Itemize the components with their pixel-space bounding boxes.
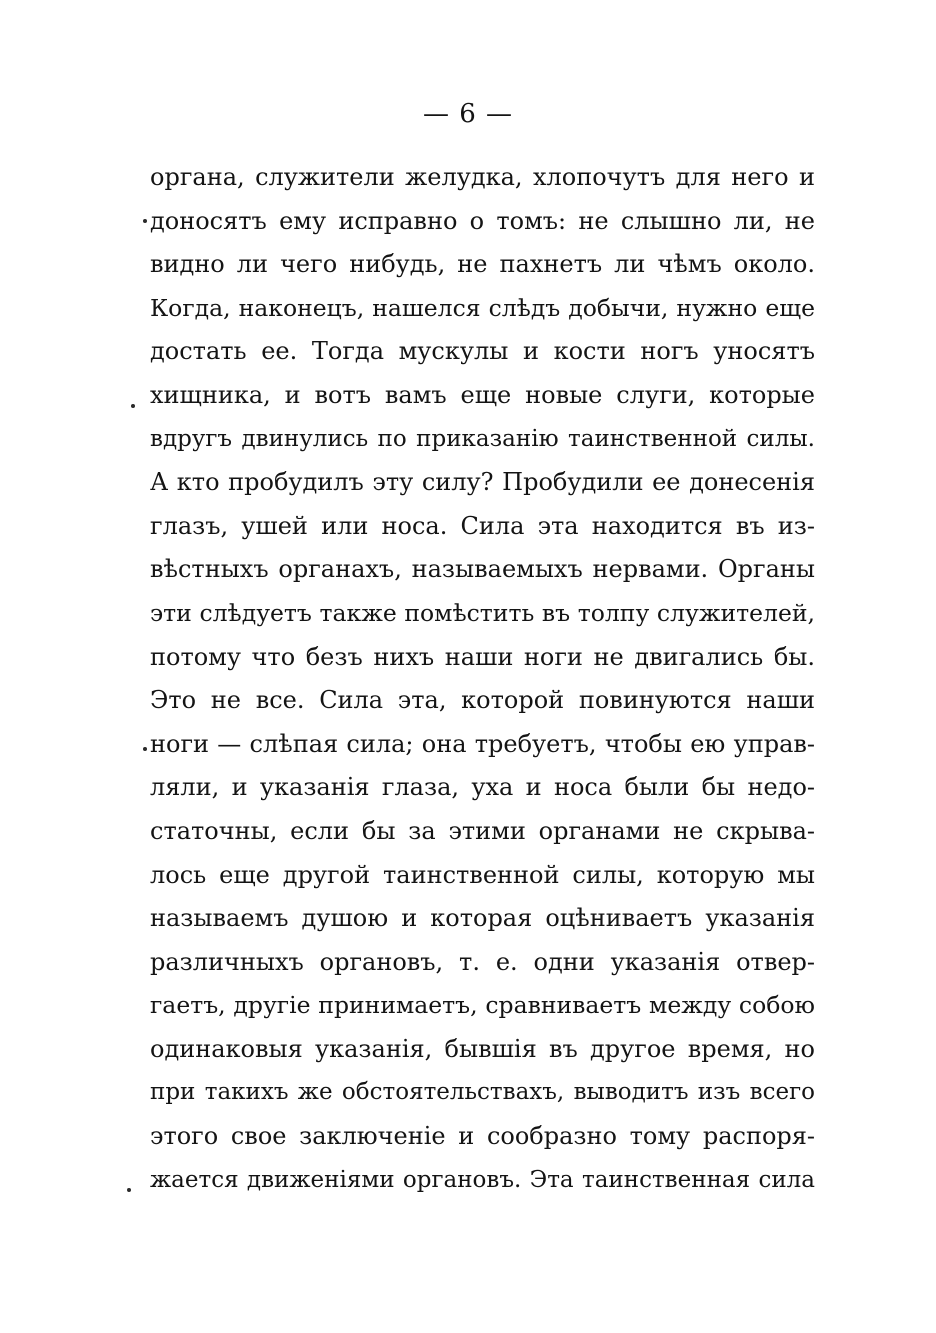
text-line: одинаковыя указанія, бывшія въ другое время, но (150, 1034, 815, 1063)
text-line: вѣстныхъ органахъ, называемыхъ нервами. Органы (150, 555, 815, 584)
scan-speck (143, 219, 147, 223)
scan-speck (127, 1188, 131, 1192)
text-line: органа, служители желудка, хлопочутъ для него и (150, 163, 815, 191)
text-line: глазъ, ушей или носа. Сила эта находится въ из- (150, 511, 815, 540)
text-line: видно ли чего нибудь, не пахнетъ ли чѣмъ около. (150, 250, 815, 279)
scan-speck (131, 404, 135, 408)
text-line: потому что безъ нихъ наши ноги не двигались бы. (150, 642, 815, 671)
body-text (150, 156, 815, 1202)
text-line: Когда, наконецъ, нашелся слѣдъ добычи, нужно еще (150, 293, 815, 322)
page-number: — 6 — (422, 99, 514, 129)
text-line: эти слѣдуетъ также помѣстить въ толпу служителей, (150, 598, 815, 627)
text-line: доносятъ ему исправно о томъ: не слышно ли, не (150, 206, 815, 235)
text-line: жается движеніями органовъ. Эта таинственная сила (150, 1166, 815, 1193)
text-line: различныхъ органовъ, т. е. одни указанія отвер- (150, 947, 815, 976)
scan-speck (143, 747, 147, 751)
text-line: достать ее. Тогда мускулы и кости ногъ уносятъ (150, 337, 815, 366)
text-line: ляли, и указанія глаза, уха и носа были бы недо- (150, 773, 815, 802)
text-line: Это не все. Сила эта, которой повинуются наши (150, 686, 815, 715)
text-line: гаетъ, другіе принимаетъ, сравниваетъ между собою (150, 991, 815, 1020)
text-line: ноги — слѣпая сила; она требуетъ, чтобы ею управ- (150, 729, 815, 758)
text-line: вдругъ двинулись по приказанію таинственной силы. (150, 425, 815, 452)
text-line: лось еще другой таинственной силы, которую мы (150, 860, 815, 889)
text-line: А кто пробудилъ эту силу? Пробудили ее донесенія (150, 468, 815, 497)
text-line: статочны, если бы за этими органами не скрыва- (150, 816, 815, 845)
text-line: этого свое заключеніе и сообразно тому распоря- (150, 1122, 815, 1151)
text-line: называемъ душою и которая оцѣниваетъ указанія (150, 904, 815, 933)
text-line: хищника, и вотъ вамъ еще новые слуги, которые (150, 380, 815, 409)
text-line: при такихъ же обстоятельствахъ, выводитъ изъ всего (150, 1079, 815, 1106)
